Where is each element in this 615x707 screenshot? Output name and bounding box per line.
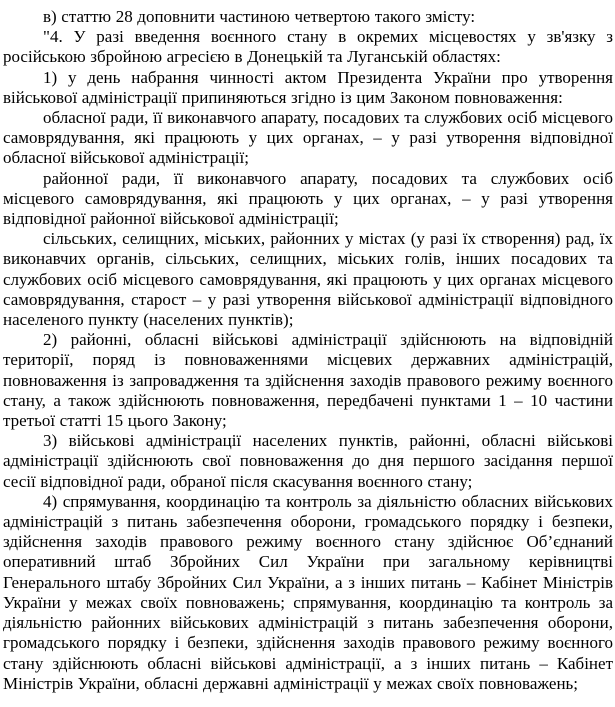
paragraph-clause-2: 2) районні, обласні військові адміністрації здійснюють на відповідній території, поряд із повноваженнями місцевих державних адміністрацій, повноваження із запровадження та здійснення заходів правового режиму воєнного стану, а також здійснюють повноваження, передбачені пунктами 1 – 10 частини третьої статті 15 цього Закону; xyxy=(3,330,613,431)
paragraph-clause-1-local-rady: сільських, селищних, міських, районних у містах (у разі їх створення) рад, їх виконавчих органів, сільських, селищних, міських голів, інших посадових та службових осіб місцевого самоврядування, які працюють у цих органах місцевого самоврядування, старост – у разі утворення військової адміністрації відповідного населеного пункту (населених пунктів); xyxy=(3,229,613,330)
paragraph-amendment-intro: в) статтю 28 доповнити частиною четвертою такого змісту: xyxy=(43,7,476,26)
paragraph-clause-1-intro: 1) у день набрання чинності актом Президента України про утворення військової адміністрації припиняються згідно із цим Законом повноваження: xyxy=(3,67,613,107)
paragraph-clause-1-oblast-rada: обласної ради, її виконавчого апарату, посадових та службових осіб місцевого самоврядування, які працюють у цих органах, – у разі утворення відповідної обласної військової адміністрації; xyxy=(3,108,613,168)
paragraph-clause-1-raion-rada: районної ради, її виконавчого апарату, посадових та службових осіб місцевого самоврядування, які працюють у цих органах, – у разі утворення відповідної районної військової адміністрації; xyxy=(3,168,613,229)
paragraph-clause-4: 4) спрямування, координацію та контроль за діяльністю обласних військових адміністрацій з питань забезпечення оборони, громадського порядку і безпеки, здійснення заходів правового режиму воєнного стану здійснює Об’єднаний оперативний штаб Збройних Сил України при загальному керівництві Генерального штабу Збройних Сил України, а з інших питань – Кабінет Міністрів України у межах своїх повноважень; спрямування, координацію та контроль за діяльністю районних військових адміністрацій з питань забезпечення оборони, громадського порядку і безпеки, здійснення заходів правового режиму воєнного стану здійснюють обласні військові адміністрації, а з інших питань – Кабінет Міністрів України, обласні державні адміністрації у межах своїх повноважень; xyxy=(3,491,613,693)
paragraph-part4-intro: "4. У разі введення воєнного стану в окремих місцевостях у зв'язку з російською збройною агресією в Донецькій та Луганській областях: xyxy=(3,27,613,67)
paragraph-clause-3: 3) військові адміністрації населених пунктів, районні, обласні військові адміністрації здійснюють свої повноваження до дня першого засідання першої сесії відповідної ради, обраної після скасування воєнного стану; xyxy=(3,431,613,491)
